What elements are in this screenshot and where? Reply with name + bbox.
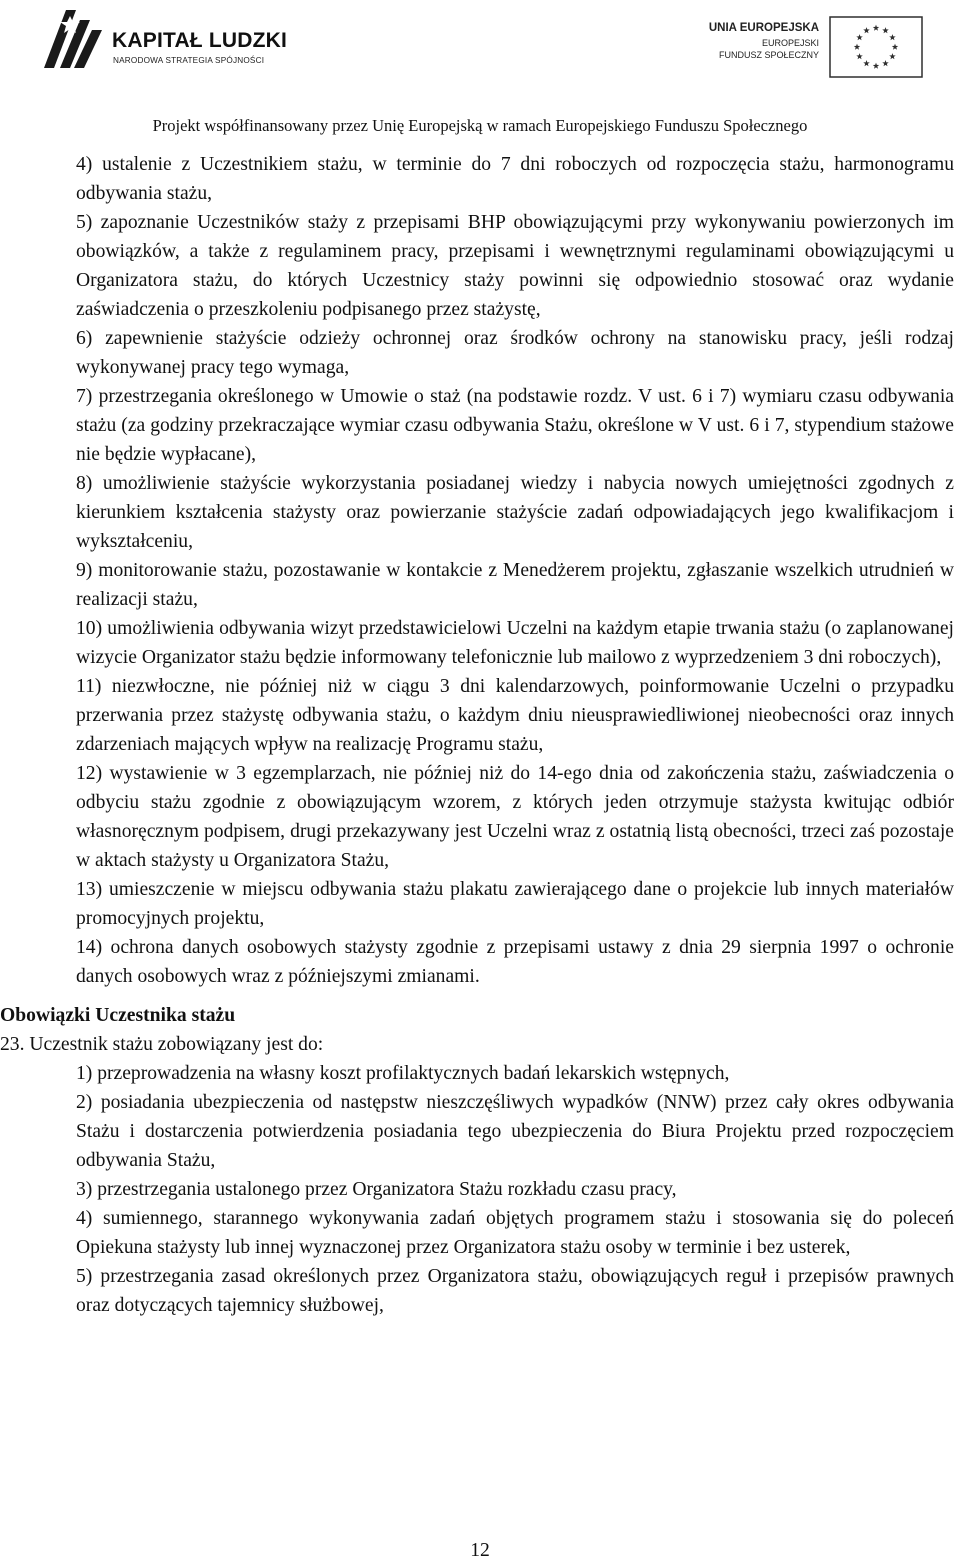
list-item: 9) monitorowanie stażu, pozostawanie w kontakcie z Menedżerem projektu, zgłaszanie wszelkich utrudnień w realizacji stażu,: [76, 560, 954, 610]
list-item: 1) przeprowadzenia na własny koszt profilaktycznych badań lekarskich wstępnych,: [76, 1063, 730, 1084]
kapital-ludzki-logo: [40, 8, 300, 70]
list-item: 11) niezwłoczne, nie później niż w ciągu 3 dni kalendarzowych, poinformowanie Uczelni o przypadku przerwania przez stażystę odbywania stażu, o każdym dniu nieusprawiedliwionej nieobecności oraz innych zdarzeniach mających wpływ na realizację Programu stażu,: [76, 676, 954, 755]
eu-star-icon: [889, 53, 895, 59]
list-item: 8) umożliwienie stażyście wykorzystania posiadanej wiedzy i nabycia nowych umiejętności zgodnych z kierunkiem kształcenia stażysty oraz powierzanie stażyście zadań odpowiadających jego kwalifikacjom i wykształceniu,: [76, 473, 954, 552]
eu-logo-line2: EUROPEJSKI: [761, 38, 819, 48]
list-item: 4) sumiennego, starannego wykonywania zadań objętych programem stażu i stosowania się do poleceń Opiekuna stażysty lub innej wyznaczonej przez Organizatora stażu osoby w terminie i bez usterek,: [76, 1208, 954, 1258]
eu-star-icon: [856, 53, 862, 59]
participant-obligations-list: [0, 1059, 960, 1320]
list-item: 10) umożliwienia odbywania wizyt przedstawicielowi Uczelni na każdym etapie trwania stażu (o zaplanowanej wizycie Organizator stażu będzie informowany telefonicznie lub mailowo z wyprzedzeniem 3 dni roboczych),: [76, 618, 954, 668]
eu-star-icon: [882, 60, 888, 66]
eu-flag-icon: [829, 16, 923, 78]
list-item: 12) wystawienie w 3 egzemplarzach, nie później niż do 14-ego dnia od zakończenia stażu, zaświadczenia o odbyciu stażu zgodnie z obowiązującym wzorem, z których jeden otrzymuje stażysta kwitując odbiór własnoręcznym podpisem, drugi przekazywany jest Uczelni wraz z ostatnią listą obecności, trzeci zaś pozostaje w aktach stażysty u Organizatora Stażu,: [76, 763, 954, 871]
section-title: Obowiązki Uczestnika stażu: [0, 1005, 236, 1026]
eu-star-icon: [854, 44, 860, 50]
project-cofinancing-line: Projekt współfinansowany przez Unię Europejską w ramach Europejskiego Funduszu Społecznego: [152, 116, 808, 135]
kapital-ludzki-title: KAPITAŁ LUDZKI: [112, 29, 288, 52]
eu-star-icon: [892, 44, 898, 50]
eu-star-icon: [873, 63, 879, 69]
list-item: 14) ochrona danych osobowych stażysty zgodnie z przepisami ustawy z dnia 29 sierpnia 1997 o ochronie danych osobowych wraz z późniejszymi zmianami.: [76, 937, 954, 987]
section-intro: 23. Uczestnik stażu zobowiązany jest do:: [0, 1034, 324, 1055]
kapital-ludzki-subtitle: NARODOWA STRATEGIA SPÓJNOŚCI: [113, 56, 265, 65]
eu-logo: [705, 14, 925, 76]
list-item: 4) ustalenie z Uczestnikiem stażu, w terminie do 7 dni roboczych od rozpoczęcia stażu, harmonogramu odbywania stażu,: [76, 154, 954, 204]
list-item: 6) zapewnienie stażyście odzieży ochronnej oraz środków ochrony na stanowisku pracy, jeśli rodzaj wykonywanej pracy tego wymaga,: [76, 328, 954, 378]
list-item: 13) umieszczenie w miejscu odbywania stażu plakatu zawierającego dane o projekcie lub innych materiałów promocyjnych projektu,: [76, 879, 954, 929]
list-item: 3) przestrzegania ustalonego przez Organizatora Stażu rozkładu czasu pracy,: [76, 1179, 677, 1200]
document-body: [0, 150, 960, 1320]
eu-star-icon: [863, 27, 869, 33]
page-number: 12: [470, 1540, 490, 1561]
eu-logo-line3: FUNDUSZ SPOŁECZNY: [718, 50, 819, 60]
organizer-obligations-list: [0, 150, 960, 991]
eu-star-icon: [873, 25, 879, 31]
eu-star-icon: [889, 34, 895, 40]
page-header: [0, 0, 960, 135]
eu-star-icon: [863, 60, 869, 66]
list-item: 5) przestrzegania zasad określonych przez Organizatora stażu, obowiązujących reguł i przepisów prawnych oraz dotyczących tajemnicy służbowej,: [76, 1266, 954, 1316]
kapital-ludzki-logo-icon: [40, 8, 106, 70]
eu-star-icon: [856, 34, 862, 40]
eu-star-icon: [882, 27, 888, 33]
list-item: 7) przestrzegania określonego w Umowie o staż (na podstawie rozdz. V ust. 6 i 7) wymiaru czasu odbywania stażu (za godziny przekraczające wymiar czasu odbywania Stażu, określone w V ust. 6 i 7, stypendium stażowe nie będzie wypłacane),: [76, 386, 954, 465]
list-item: 2) posiadania ubezpieczenia od następstw nieszczęśliwych wypadków (NNW) przez cały okres odbywania Stażu i dostarczenia potwierdzenia posiadania tego ubezpieczenia do Biura Projektu przed rozpoczęciem odbywania Stażu,: [76, 1092, 954, 1171]
eu-logo-line1: UNIA EUROPEJSKA: [708, 22, 819, 34]
list-item: 5) zapoznanie Uczestników staży z przepisami BHP obowiązującymi przy wykonywaniu powierzonych im obowiązków, a także z regulaminem pracy, przepisami i wewnętrznymi regulaminami obowiązującymi u Organizatora stażu, do których Uczestnicy staży powinni się odpowiednio stosować oraz wydanie zaświadczenia o przeszkoleniu podpisanego przez stażystę,: [76, 212, 954, 320]
